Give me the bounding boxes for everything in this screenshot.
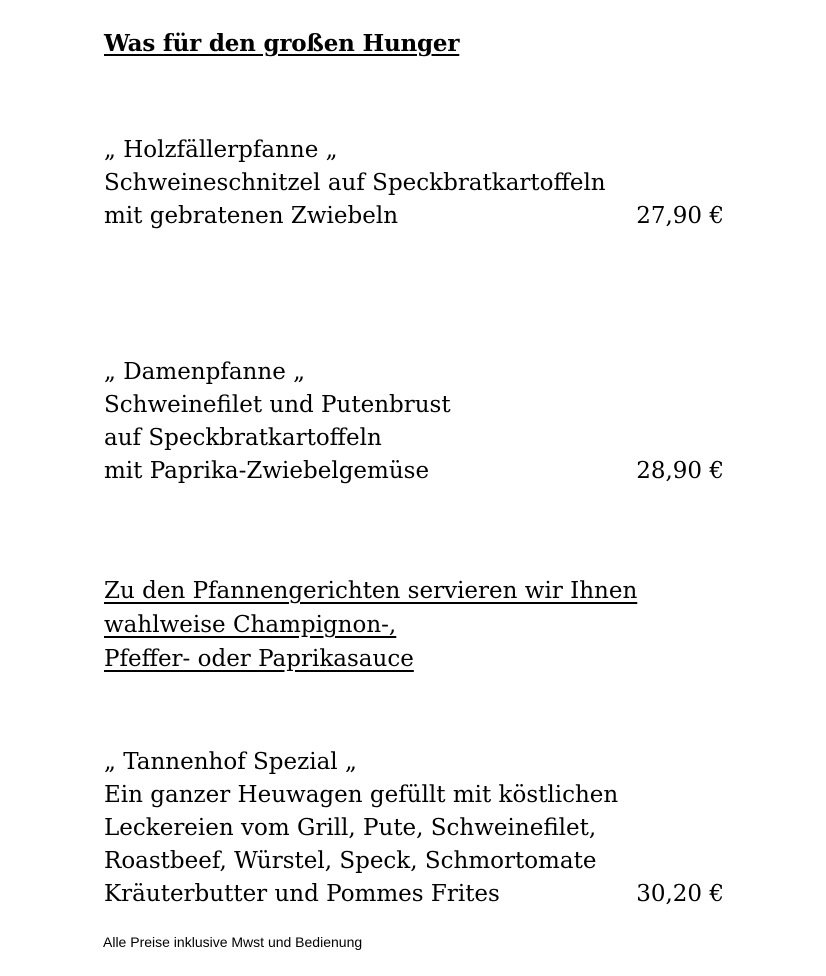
dish-description-text: mit Paprika-Zwiebelgemüse [104, 458, 430, 484]
price-footnote: Alle Preise inklusive Mwst und Bedienung [103, 934, 363, 950]
dish-name: „ Holzfällerpfanne „ [104, 137, 338, 163]
dish-description-line: Schweineschnitzel auf Speckbratkartoffeln [104, 170, 606, 196]
sauce-note-line: Zu den Pfannengerichten servieren wir Ihnen [104, 578, 638, 604]
dish-name: „ Tannenhof Spezial „ [104, 749, 357, 775]
sauce-note [104, 574, 724, 676]
menu-heading: Was für den großen Hunger [104, 30, 460, 57]
dish-description-line [104, 878, 724, 911]
dish-description-text: mit gebratenen Zwiebeln [104, 203, 399, 229]
dish-price: 28,90 € [636, 458, 724, 484]
dish-damenpfanne [104, 356, 724, 488]
dish-description-line: Ein ganzer Heuwagen gefüllt mit köstlichen [104, 782, 619, 808]
sauce-note-line: Pfeffer- oder Paprikasauce [104, 646, 414, 672]
dish-description-line: Leckereien vom Grill, Pute, Schweinefilet, [104, 815, 597, 841]
dish-description-line: auf Speckbratkartoffeln [104, 425, 382, 451]
dish-description-line [104, 455, 724, 488]
dish-price: 27,90 € [636, 203, 724, 229]
dish-description-line: Schweinefilet und Putenbrust [104, 392, 451, 418]
dish-holzfaellerpfanne [104, 134, 724, 233]
dish-tannenhof-spezial [104, 746, 724, 911]
dish-description-text: Kräuterbutter und Pommes Frites [104, 881, 500, 907]
sauce-note-line: wahlweise Champignon-, [104, 612, 397, 638]
dish-price: 30,20 € [636, 881, 724, 907]
dish-description-line: Roastbeef, Würstel, Speck, Schmortomate [104, 848, 597, 874]
dish-name: „ Damenpfanne „ [104, 359, 306, 385]
dish-description-line [104, 200, 724, 233]
